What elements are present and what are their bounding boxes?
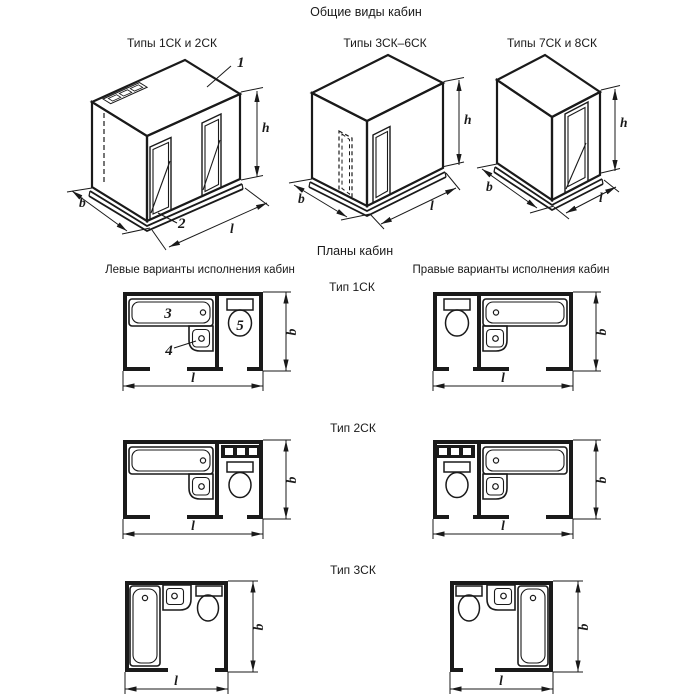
caption-types-3sk-6sk: Типы 3СК–6СК bbox=[343, 36, 427, 50]
dimension-l bbox=[123, 370, 263, 391]
section-title-plans: Планы кабин bbox=[316, 244, 394, 258]
section-title-general-views: Общие виды кабин bbox=[310, 5, 422, 19]
dimension-l bbox=[125, 672, 228, 694]
toilet bbox=[444, 299, 470, 336]
dim-label-b: b bbox=[298, 191, 305, 206]
dimension-b bbox=[67, 188, 150, 234]
door-opening bbox=[565, 102, 588, 193]
dim-label-b: b bbox=[251, 623, 266, 631]
plan-type-2sk-left bbox=[123, 440, 299, 539]
drain-icon bbox=[200, 310, 205, 315]
bathtub bbox=[483, 299, 567, 326]
row-label-type-1sk: Тип 1СК bbox=[329, 280, 375, 294]
dim-label-b: b bbox=[576, 623, 591, 631]
dimension-l bbox=[433, 370, 573, 391]
toilet bbox=[456, 586, 482, 621]
dim-label-l: l bbox=[191, 518, 195, 533]
bathtub bbox=[129, 447, 213, 474]
vent-block bbox=[437, 445, 475, 458]
bathtub bbox=[483, 447, 567, 474]
plan-type-1sk-left bbox=[123, 292, 299, 391]
dimension-b bbox=[553, 581, 591, 672]
dimension-b bbox=[573, 440, 609, 519]
left-variants-header: Левые варианты исполнения кабин bbox=[105, 264, 295, 276]
plan-type-3sk-left bbox=[125, 581, 266, 694]
dimension-h bbox=[444, 78, 472, 167]
door-opening bbox=[202, 114, 221, 197]
dim-label-b: b bbox=[486, 179, 493, 194]
dimension-b bbox=[263, 292, 299, 371]
toilet bbox=[196, 586, 222, 621]
dim-label-l: l bbox=[599, 190, 603, 205]
door-opening bbox=[373, 127, 390, 204]
drain-icon bbox=[172, 593, 178, 599]
row-label-type-2sk: Тип 2СК bbox=[330, 421, 376, 435]
washbasin bbox=[189, 326, 213, 351]
front-face bbox=[367, 83, 443, 206]
dim-label-l: l bbox=[501, 518, 505, 533]
door-opening bbox=[150, 138, 171, 220]
dim-label-b: b bbox=[594, 476, 609, 484]
drain-icon bbox=[199, 336, 205, 342]
right-variants-header: Правые варианты исполнения кабин bbox=[412, 264, 610, 276]
callout-bathtub: 3 bbox=[164, 306, 172, 322]
callout-roof-panel: 1 bbox=[237, 55, 245, 71]
callout-washbasin: 4 bbox=[165, 343, 173, 359]
drain-icon bbox=[493, 484, 499, 490]
vent-block bbox=[221, 445, 259, 458]
dimension-b bbox=[228, 581, 266, 672]
iso-view-types-7sk-8sk bbox=[477, 55, 628, 219]
dimension-b bbox=[263, 440, 299, 519]
dim-label-h: h bbox=[620, 115, 628, 130]
drain-icon bbox=[501, 593, 507, 599]
drain-icon bbox=[493, 336, 499, 342]
iso-view-types-3sk-6sk bbox=[289, 55, 472, 229]
dim-label-h: h bbox=[262, 120, 270, 135]
toilet bbox=[227, 462, 253, 498]
base-slab-lower-edge bbox=[89, 189, 243, 231]
bathtub bbox=[518, 586, 548, 666]
toilet bbox=[444, 462, 470, 498]
washbasin bbox=[487, 585, 515, 610]
dimension-l bbox=[123, 518, 263, 539]
dim-label-b: b bbox=[284, 328, 299, 336]
drain-icon bbox=[530, 595, 535, 600]
caption-types-1sk-2sk: Типы 1СК и 2СК bbox=[127, 36, 217, 50]
dimension-b bbox=[477, 164, 554, 213]
hidden-door-opening bbox=[339, 131, 352, 198]
caption-types-7sk-8sk: Типы 7СК и 8СК bbox=[507, 36, 597, 50]
iso-view-types-1sk-2sk bbox=[67, 55, 270, 250]
dim-label-l: l bbox=[230, 221, 234, 236]
dim-label-b: b bbox=[79, 195, 86, 210]
callout-base-panel: 2 bbox=[178, 216, 186, 232]
drain-icon bbox=[199, 484, 205, 490]
dimension-b bbox=[573, 292, 609, 371]
roof-face bbox=[312, 55, 443, 121]
dim-label-h: h bbox=[464, 112, 472, 127]
dimension-b bbox=[289, 179, 370, 220]
plan-type-2sk-right bbox=[433, 440, 609, 539]
dim-label-l: l bbox=[499, 673, 503, 688]
dimension-h bbox=[601, 86, 628, 174]
dimension-l bbox=[433, 518, 573, 539]
dimension-l bbox=[450, 672, 553, 694]
drain-icon bbox=[493, 310, 498, 315]
drain-icon bbox=[200, 458, 205, 463]
plan-type-3sk-right bbox=[450, 581, 591, 694]
dim-label-l: l bbox=[430, 198, 434, 213]
plan-type-1sk-right bbox=[433, 292, 609, 391]
washbasin bbox=[483, 474, 507, 499]
dim-label-l: l bbox=[191, 370, 195, 385]
washbasin bbox=[483, 326, 507, 351]
washbasin bbox=[189, 474, 213, 499]
base-slab bbox=[90, 184, 242, 226]
front-face bbox=[147, 94, 240, 221]
roof-face bbox=[92, 60, 240, 136]
dim-label-b: b bbox=[284, 476, 299, 484]
washbasin bbox=[163, 585, 191, 610]
dim-label-l: l bbox=[174, 673, 178, 688]
callout-toilet: 5 bbox=[236, 318, 244, 334]
dim-label-l: l bbox=[501, 370, 505, 385]
bathtub bbox=[130, 586, 160, 666]
row-label-type-3sk: Тип 3СК bbox=[330, 563, 376, 577]
drain-icon bbox=[142, 595, 147, 600]
base-slab-ends bbox=[309, 172, 446, 187]
dim-label-b: b bbox=[594, 328, 609, 336]
dimension-h bbox=[241, 88, 270, 181]
drain-icon bbox=[493, 458, 498, 463]
left-face bbox=[497, 80, 552, 200]
